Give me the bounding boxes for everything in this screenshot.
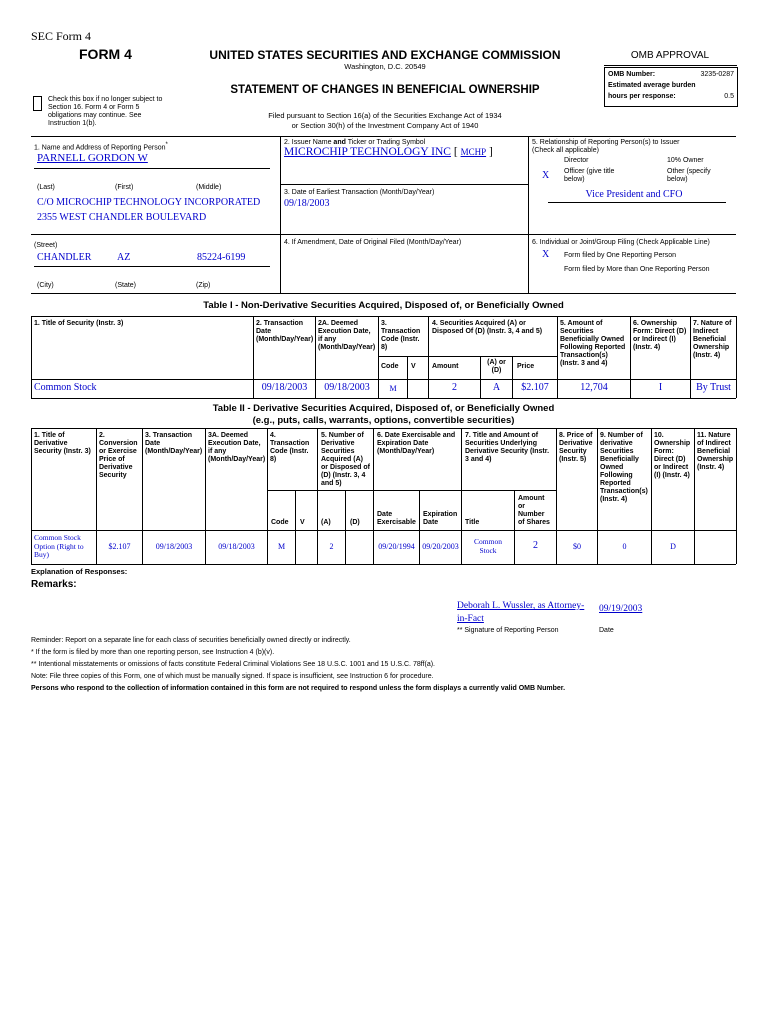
footer-note-3: Note: File three copies of this Form, one of which must be manually signed. If space is insufficient, see Instruction 6 for procedure. <box>31 673 434 680</box>
t1-h4: 4. Securities Acquired (A) or Disposed Of (D) (Instr. 3, 4 and 5) <box>432 320 543 335</box>
t2-h9: 9. Number of derivative Securities Beneficially Owned Following Reported Transaction(s) (Instr. 4) <box>600 432 648 503</box>
t1-nature: By Trust <box>696 382 731 393</box>
t2-sub-title: Title <box>465 519 480 526</box>
checkbox-text: Check this box if no longer subject to Section 16. Form 4 or Form 5 obligations may continue. See Instruction 1(b). <box>48 96 163 127</box>
table2-title-2: (e.g., puts, calls, warrants, options, convertible securities) <box>252 415 515 426</box>
reporting-person-name: PARNELL GORDON W <box>37 152 148 164</box>
t2-h5: 5. Number of Derivative Securities Acquired (A) or Disposed of (D) (Instr. 3, 4 and 5) <box>321 432 371 487</box>
t2-sub-d: (D) <box>350 519 360 526</box>
t2-h6: 6. Date Exercisable and Expiration Date (Month/Day/Year) <box>377 432 456 455</box>
table1-title: Table I - Non-Derivative Securities Acquired, Disposed of, or Beneficially Owned <box>203 300 564 311</box>
t2-deemed: 09/18/2003 <box>218 542 255 551</box>
section2-label: 2. Issuer Name and Ticker or Trading Symbol <box>284 139 426 146</box>
t1-sub-code: Code <box>381 363 399 370</box>
section1-label: 1. Name and Address of Reporting Person* <box>34 142 168 152</box>
explanation-heading: Explanation of Responses: <box>31 567 128 576</box>
section3-label: 3. Date of Earliest Transaction (Month/Day/Year) <box>284 189 435 196</box>
t2-sub-v: V <box>300 519 305 526</box>
t2-conv: $2.107 <box>108 542 131 551</box>
t2-code: M <box>277 542 286 551</box>
ticker-symbol: MCHP <box>460 147 487 157</box>
omb-burden-label: Estimated average burden <box>608 82 696 89</box>
signature-label: ** Signature of Reporting Person <box>457 627 559 634</box>
t2-sub-expiration: Expiration Date <box>423 511 458 526</box>
statement-title: STATEMENT OF CHANGES IN BENEFICIAL OWNERSHIP <box>230 84 540 96</box>
t2-h2: 2. Conversion or Exercise Price of Derivative Security <box>99 432 138 479</box>
t2-expiration: 09/20/2003 <box>422 542 459 551</box>
street-label: (Street) <box>34 242 58 249</box>
t2-owned: 0 <box>622 542 627 551</box>
t1-deemed: 09/18/2003 <box>324 382 370 393</box>
footer-reminder: Reminder: Report on a separate line for each class of securities beneficially owned directly or indirectly. <box>31 637 351 644</box>
omb-number-value: 3235-0287 <box>700 71 734 78</box>
footer-note-4: Persons who respond to the collection of information contained in this form are not required to respond unless the form displays a currently valid OMB Number. <box>31 685 566 692</box>
more-persons-option: Form filed by More than One Reporting Person <box>564 266 710 273</box>
earliest-transaction-date: 09/18/2003 <box>284 198 330 209</box>
signature-date: 09/19/2003 <box>599 604 643 614</box>
omb-number-label: OMB Number: <box>608 71 656 78</box>
remarks-heading: Remarks: <box>31 579 77 590</box>
other-option-1: Other (specify <box>667 168 711 175</box>
t2-sub-a: (A) <box>321 519 331 526</box>
t2-acquired: 2 <box>329 542 334 551</box>
t2-h3a: 3A. Deemed Execution Date, if any (Month/Day/Year) <box>208 432 266 463</box>
t1-title: Common Stock <box>34 382 97 393</box>
zip-label: (Zip) <box>196 282 211 289</box>
officer-option-1: Officer (give title <box>564 168 615 175</box>
t2-form: D <box>670 542 676 551</box>
omb-hours-value: 0.5 <box>724 93 734 100</box>
omb-hours-label: hours per response: <box>608 93 676 100</box>
address-line-2: 2355 WEST CHANDLER BOULEVARD <box>37 212 207 223</box>
t2-h1: 1. Title of Derivative Security (Instr. 3) <box>34 432 91 455</box>
other-option-2: below) <box>667 176 688 183</box>
section5-label-2: (Check all applicable) <box>532 147 599 154</box>
zip-value: 85224-6199 <box>197 252 246 263</box>
t2-h3: 3. Transaction Date (Month/Day/Year) <box>145 432 203 455</box>
t1-owned: 12,704 <box>580 382 608 393</box>
city-label: (City) <box>37 282 54 289</box>
t2-underlying-title: Common Stock <box>474 537 502 555</box>
agency-location: Washington, D.C. 20549 <box>344 62 426 71</box>
footer-note-2: ** Intentional misstatements or omissions of facts constitute Federal Criminal Violations See 18 U.S.C. 1001 and 15 U.S.C. 78ff(a). <box>31 661 435 668</box>
t2-h8: 8. Price of Derivative Security (Instr. 5) <box>559 432 593 463</box>
one-person-option: Form filed by One Reporting Person <box>564 252 677 259</box>
t1-sub-v: V <box>411 363 416 370</box>
t1-sub-price: Price <box>517 363 535 370</box>
middle-label: (Middle) <box>196 184 222 191</box>
t1-amount: 2 <box>452 382 457 393</box>
form-title: FORM 4 <box>79 46 132 62</box>
t1-h2: 2. Transaction Date (Month/Day/Year) <box>256 320 314 343</box>
t1-price: $2.107 <box>521 382 549 393</box>
date-label: Date <box>599 627 614 634</box>
state-label: (State) <box>115 282 137 289</box>
table2-title-1: Table II - Derivative Securities Acquired, Disposed of, or Beneficially Owned <box>212 403 555 414</box>
t2-h11: 11. Nature of Indirect Beneficial Ownership (Instr. 4) <box>697 432 734 471</box>
t2-underlying-amount: 2 <box>533 540 538 551</box>
filed-pursuant-1: Filed pursuant to Section 16(a) of the Securities Exchange Act of 1934 <box>268 111 502 120</box>
t2-sub-exercisable: Date Exercisable <box>377 511 416 526</box>
omb-title: OMB APPROVAL <box>630 50 710 61</box>
t1-h2a: 2A. Deemed Execution Date, if any (Month/Day/Year) <box>318 320 376 351</box>
city-value: CHANDLER <box>37 252 92 263</box>
director-option: Director <box>564 157 589 164</box>
t1-code: M <box>389 384 397 393</box>
officer-check-mark: X <box>542 170 550 181</box>
t2-exercisable: 09/20/1994 <box>378 542 415 551</box>
t2-sub-code: Code <box>271 519 289 526</box>
one-person-check-mark: X <box>542 249 550 260</box>
sec-form-label: SEC Form 4 <box>31 29 92 43</box>
section5-label-1: 5. Relationship of Reporting Person(s) to Issuer <box>532 139 680 146</box>
ten-percent-option: 10% Owner <box>667 157 704 164</box>
section16-checkbox[interactable] <box>33 96 42 111</box>
section6-label: 6. Individual or Joint/Group Filing (Check Applicable Line) <box>532 239 710 246</box>
t1-h3: 3. Transaction Code (Instr. 8) <box>381 320 421 351</box>
address-line-1: C/O MICROCHIP TECHNOLOGY INCORPORATED <box>37 197 261 208</box>
t1-h1: 1. Title of Security (Instr. 3) <box>34 320 124 327</box>
last-label: (Last) <box>37 184 55 191</box>
t2-title: Common Stock Option (Right to Buy) <box>34 533 84 559</box>
omb-box <box>604 67 738 107</box>
agency-title: UNITED STATES SECURITIES AND EXCHANGE COMMISSION <box>209 48 561 62</box>
t2-sub-amount: Amount or Number of Shares <box>518 495 550 526</box>
t1-sub-amount: Amount <box>432 363 459 370</box>
t1-date: 09/18/2003 <box>261 382 308 393</box>
issuer-name: MICROCHIP TECHNOLOGY INC <box>284 146 451 158</box>
officer-option-2: below) <box>564 176 585 183</box>
officer-title: Vice President and CFO <box>585 189 683 200</box>
t1-h5: 5. Amount of Securities Beneficially Owned Following Reported Transaction(s) (Instr. 3 and 4) <box>560 320 626 367</box>
t1-sub-ad: (A) or (D) <box>487 359 506 374</box>
signature-name: Deborah L. Wussler, as Attorney- in-Fact <box>457 601 585 624</box>
footer-note-1: * If the form is filed by more than one reporting person, see Instruction 4 (b)(v). <box>31 649 275 656</box>
t1-h6: 6. Ownership Form: Direct (D) or Indirect (I) (Instr. 4) <box>633 320 687 351</box>
state-value: AZ <box>117 252 131 263</box>
t2-price: $0 <box>573 542 581 551</box>
t2-h10: 10. Ownership Form: Direct (D) or Indirect (I) (Instr. 4) <box>654 432 691 479</box>
first-label: (First) <box>115 184 134 191</box>
t1-form: I <box>658 382 663 393</box>
t2-h7: 7. Title and Amount of Securities Underlying Derivative Security (Instr. 3 and 4) <box>465 432 550 463</box>
t2-date: 09/18/2003 <box>155 542 193 551</box>
t1-ad: A <box>492 382 501 393</box>
section4-label: 4. If Amendment, Date of Original Filed (Month/Day/Year) <box>284 239 462 246</box>
filed-pursuant-2: or Section 30(h) of the Investment Company Act of 1940 <box>291 121 479 130</box>
t1-h7: 7. Nature of Indirect Beneficial Ownership (Instr. 4) <box>693 320 732 359</box>
t2-h4: 4. Transaction Code (Instr. 8) <box>270 432 310 463</box>
issuer-line: MICROCHIP TECHNOLOGY INC [ MCHP ] <box>284 146 493 158</box>
